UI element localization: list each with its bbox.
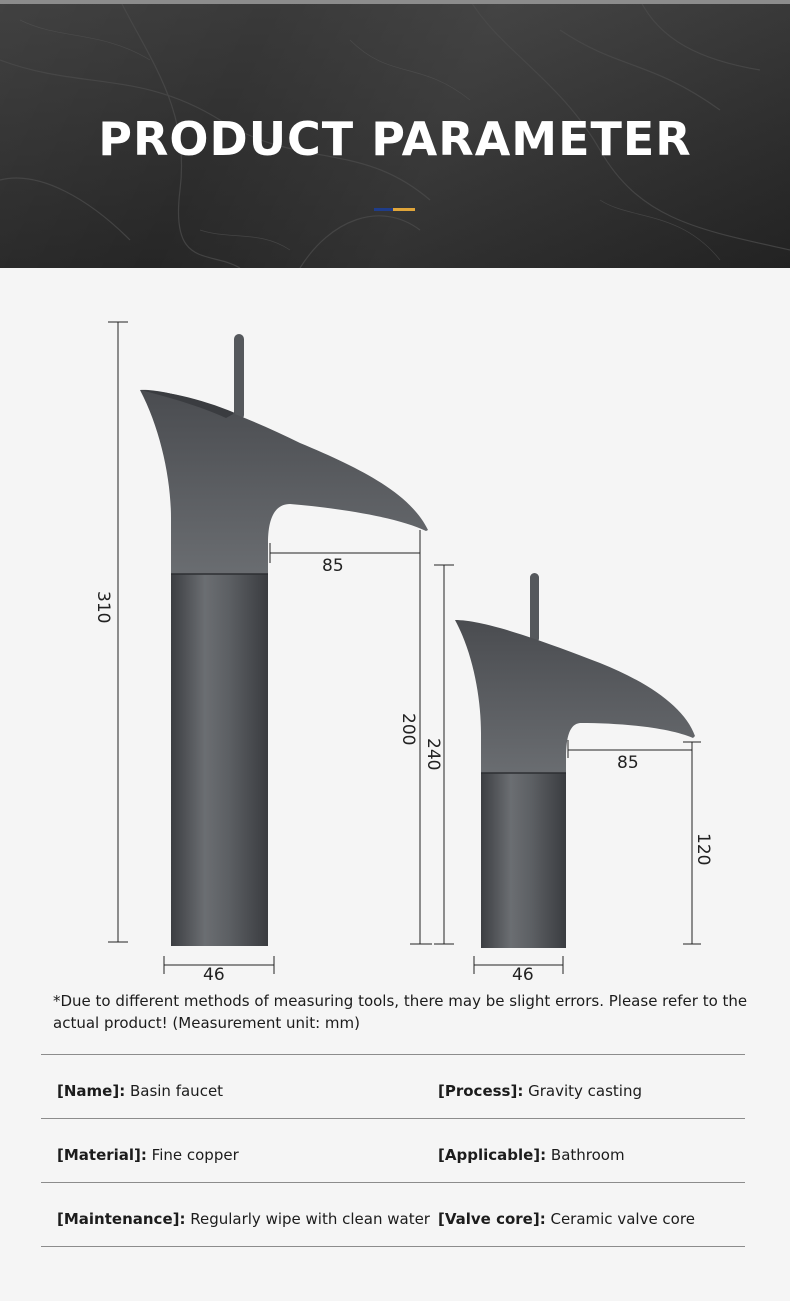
spec-name: [Name]: Basin faucet — [57, 1082, 224, 1100]
hero-banner — [0, 0, 790, 268]
tall-height-label: 310 — [93, 591, 113, 624]
spec-row — [41, 1054, 745, 1118]
spec-table — [41, 1054, 745, 1247]
accent-bar-gold — [393, 208, 415, 211]
spec-row — [41, 1182, 745, 1247]
page-title: PRODUCT PARAMETER — [98, 112, 692, 166]
spec-process: [Process]: Gravity casting — [438, 1082, 642, 1100]
tall-spout-reach-label: 85 — [322, 556, 344, 576]
tall-base-width-label: 46 — [203, 965, 225, 985]
top-divider — [0, 0, 790, 4]
dimension-diagram — [0, 268, 790, 988]
short-spout-height-label: 120 — [693, 833, 713, 866]
short-faucet — [455, 573, 695, 948]
spec-applicable: [Applicable]: Bathroom — [438, 1146, 625, 1164]
tall-faucet — [140, 334, 428, 946]
accent-bar-blue — [374, 208, 393, 211]
faucet-illustration — [0, 268, 790, 988]
tall-spout-height-label: 200 — [398, 713, 418, 746]
spec-material: [Material]: Fine copper — [57, 1146, 239, 1164]
spec-valve-core: [Valve core]: Ceramic valve core — [438, 1210, 695, 1228]
short-base-width-label: 46 — [512, 965, 534, 985]
short-spout-reach-label: 85 — [617, 753, 639, 773]
spec-row — [41, 1118, 745, 1182]
spec-maintenance: [Maintenance]: Regularly wipe with clean water — [57, 1210, 430, 1228]
measurement-note: *Due to different methods of measuring tools, there may be slight errors. Please refer to the actual product! (Measurement unit: mm) — [53, 992, 748, 1032]
short-total-height-label: 240 — [423, 738, 443, 771]
